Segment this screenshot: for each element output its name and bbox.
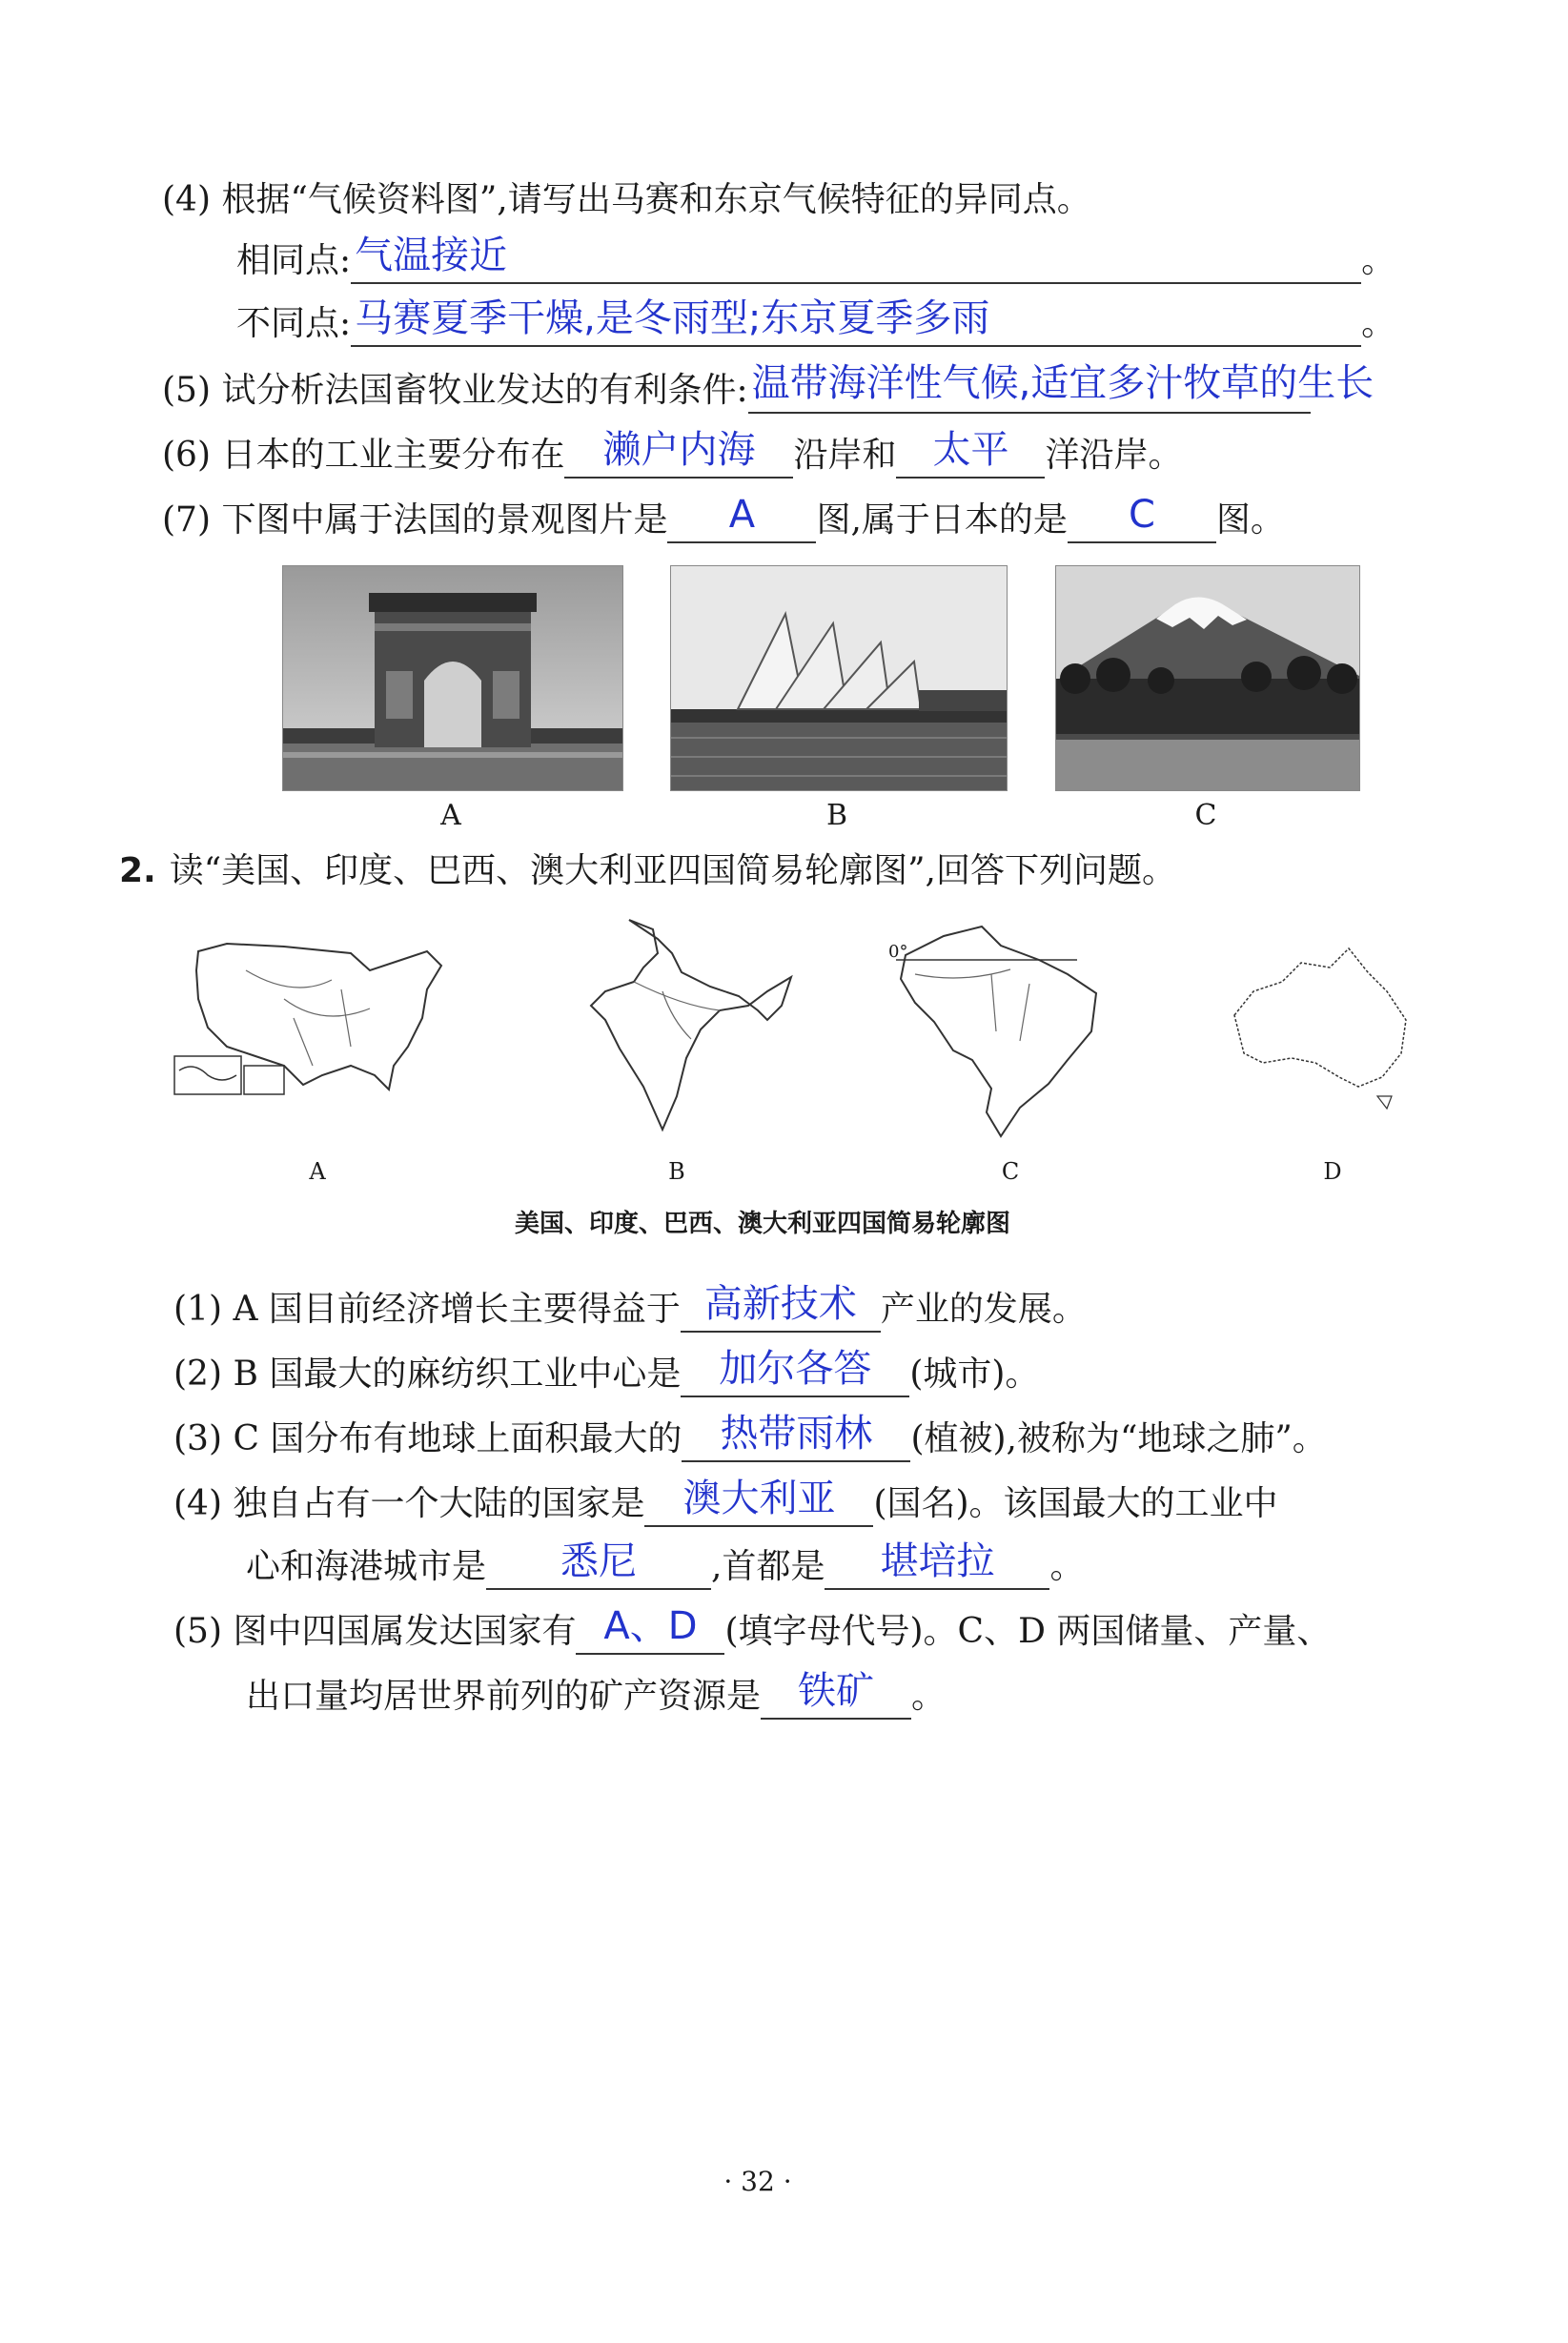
q1-part4-same-row [236, 234, 1396, 284]
q2-part5b-text-pre: 出口量均居世界前列的矿产资源是 [246, 1677, 762, 1716]
q2-part4b-answer2: 堪培拉 [880, 1539, 995, 1583]
q2-part5b-answer: 铁矿 [798, 1669, 875, 1713]
equator-label: 0° [888, 942, 908, 962]
photo-mount-fuji [1055, 565, 1360, 791]
map-caption-d: D [1323, 1158, 1342, 1185]
q2-part4-text-post: (国名)。该国最大的工业中 [873, 1484, 1278, 1523]
q2-part3-row [173, 1412, 1327, 1462]
diff-period: 。 [1361, 304, 1396, 343]
map-india-outline [577, 915, 805, 1144]
diff-blank[interactable] [351, 296, 1361, 347]
map-brazil-outline [877, 917, 1115, 1146]
q2-part4b-text-post: 。 [1049, 1547, 1085, 1586]
map-caption-c: C [1001, 1158, 1020, 1185]
q1-part6-answer1: 濑户内海 [602, 428, 756, 472]
page-number: · 32 · [723, 2166, 792, 2197]
q1-part6-text-post: 洋沿岸。 [1045, 436, 1183, 475]
q2-part5b-text-post: 。 [911, 1677, 947, 1716]
photo-arc-de-triomphe [282, 565, 623, 791]
q2-part5-answer: A、D [603, 1604, 698, 1648]
q1-part6-text-pre: (6) 日本的工业主要分布在 [162, 436, 565, 475]
map-usa-outline [170, 932, 456, 1123]
q2-part4b-blank2[interactable] [825, 1539, 1049, 1590]
q1-part6-answer2: 太平 [932, 428, 1009, 472]
q2-part4b-text-mid: ,首都是 [711, 1547, 825, 1586]
same-period: 。 [1361, 241, 1396, 280]
q2-part4b-blank1[interactable] [486, 1539, 711, 1590]
q2-part4b-answer1: 悉尼 [560, 1539, 638, 1583]
q2-part4-blank[interactable] [644, 1477, 873, 1527]
q2-part5-text-post: (填字母代号)。C、D 两国储量、产量、 [724, 1612, 1332, 1651]
q1-part7-text-mid: 图,属于日本的是 [816, 500, 1068, 540]
map-caption-b: B [668, 1158, 685, 1185]
q1-part5-answer: 温带海洋性气候,适宜多汁牧草的生长 [751, 361, 1375, 405]
map-figure-title: 美国、印度、巴西、澳大利亚四国简易轮廓图 [514, 1210, 1010, 1238]
q1-part7-answer2: C [1128, 493, 1155, 537]
q1-part6-row [162, 428, 1183, 479]
q2-stem-row [119, 848, 1176, 894]
q2-part1-text-pre: (1) A 国目前经济增长主要得益于 [173, 1290, 681, 1329]
q2-part3-text-post: (植被),被称为“地球之肺”。 [910, 1419, 1327, 1458]
photo-sydney-opera-house [670, 565, 1008, 791]
q2-part3-blank[interactable] [682, 1412, 910, 1462]
q2-part4b-text-pre: 心和海港城市是 [246, 1547, 487, 1586]
q2-part1-row [173, 1282, 1087, 1333]
q1-part7-text-pre: (7) 下图中属于法国的景观图片是 [162, 500, 668, 540]
q2-part1-answer: 高新技术 [703, 1282, 857, 1326]
q1-part5-row [162, 361, 1375, 414]
q1-part7-row [162, 493, 1285, 543]
q2-part4-text-pre: (4) 独自占有一个大陆的国家是 [173, 1484, 645, 1523]
q1-part5-blank[interactable] [748, 361, 1375, 414]
q2-stem: 读“美国、印度、巴西、澳大利亚四国简易轮廓图”,回答下列问题。 [169, 851, 1176, 890]
q2-part5-blank[interactable] [576, 1604, 724, 1655]
same-answer: 气温接近 [355, 234, 508, 277]
q2-part5-text-pre: (5) 图中四国属发达国家有 [173, 1612, 577, 1651]
same-blank[interactable] [351, 234, 1361, 284]
q2-part2-blank[interactable] [681, 1347, 909, 1397]
q2-part2-text-pre: (2) B 国最大的麻纺织工业中心是 [173, 1355, 682, 1394]
same-label: 相同点: [236, 241, 352, 280]
q1-part7-text-post: 图。 [1215, 500, 1285, 540]
q1-part7-answer1: A [728, 493, 756, 537]
q1-part5-prompt: (5) 试分析法国畜牧业发达的有利条件: [162, 371, 748, 410]
q2-part2-text-post: (城市)。 [909, 1355, 1040, 1394]
photo-caption-b: B [825, 799, 848, 832]
diff-answer: 马赛夏季干燥,是冬雨型;东京夏季多雨 [355, 296, 990, 340]
q1-part7-blank2[interactable] [1068, 493, 1216, 543]
map-caption-a: A [309, 1158, 326, 1185]
q1-part6-text-mid: 沿岸和 [793, 436, 897, 475]
q2-number: 2. [119, 851, 156, 890]
q2-part1-blank[interactable] [681, 1282, 881, 1333]
q2-part3-answer: 热带雨林 [720, 1412, 873, 1456]
q2-part2-answer: 加尔各答 [719, 1347, 872, 1391]
q2-part1-text-post: 产业的发展。 [880, 1290, 1087, 1329]
q1-part4-prompt: (4) 根据“气候资料图”,请写出马赛和东京气候特征的异同点。 [162, 180, 1091, 219]
map-australia-outline [1225, 939, 1415, 1110]
q2-part4-answer: 澳大利亚 [682, 1477, 836, 1520]
q2-part4-row [173, 1477, 1278, 1527]
q2-part5b-blank[interactable] [761, 1669, 911, 1720]
photo-caption-c: C [1194, 799, 1217, 832]
q2-part5-row [173, 1604, 1332, 1655]
photo-caption-a: A [440, 799, 461, 832]
q1-part7-blank1[interactable] [667, 493, 816, 543]
diff-label: 不同点: [236, 304, 352, 343]
q1-part6-blank2[interactable] [896, 428, 1045, 479]
q1-part4-diff-row [236, 296, 1396, 347]
q2-part3-text-pre: (3) C 国分布有地球上面积最大的 [173, 1419, 682, 1458]
q2-part4b-row [246, 1539, 1085, 1590]
q2-part5b-row [246, 1669, 947, 1720]
q1-part6-blank1[interactable] [564, 428, 793, 479]
q2-part2-row [173, 1347, 1040, 1397]
